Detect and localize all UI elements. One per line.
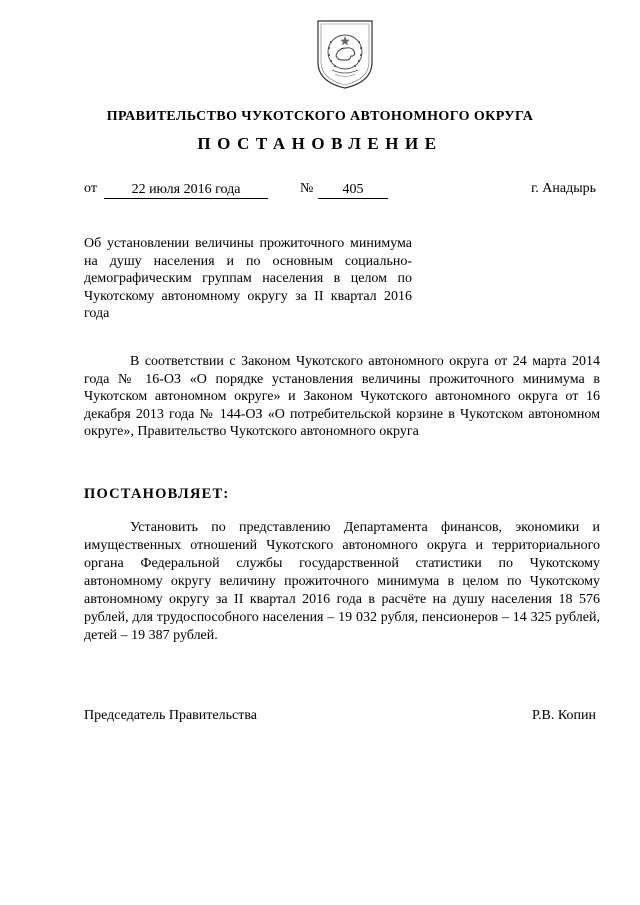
document-number: 405 bbox=[318, 181, 388, 199]
city: г. Анадырь bbox=[531, 181, 596, 196]
coat-of-arms-icon bbox=[314, 18, 376, 90]
preamble-paragraph: В соответствии с Законом Чукотского автономного округа от 24 марта 2014 года № 16-ОЗ «О порядке установления величины прожиточного минимума в Чукотском автономном округе» и Законом Чукотского автономного округа от 16 декабря 2013 года № 144-ОЗ «О потребительской корзине в Чукотском автономном округе», Правительство Чукотского автономного округа bbox=[84, 354, 600, 439]
document-date: 22 июля 2016 года bbox=[104, 181, 268, 199]
document-type: ПОСТАНОВЛЕНИЕ bbox=[197, 134, 443, 153]
signatory-position: Председатель Правительства bbox=[84, 708, 257, 723]
date-label: от bbox=[84, 181, 97, 196]
number-label: № bbox=[300, 181, 314, 196]
signatory-name: Р.В. Копин bbox=[532, 708, 596, 723]
document-subject: Об установлении величины прожиточного минимума на душу населения и по основным социально-демографическим группам населения в целом по Чукотскому автономному округу за II квартал 2016 года bbox=[84, 236, 412, 321]
government-title: ПРАВИТЕЛЬСТВО ЧУКОТСКОГО АВТОНОМНОГО ОКРУГА bbox=[106, 109, 534, 124]
resolves-heading: ПОСТАНОВЛЯЕТ: bbox=[84, 486, 230, 502]
resolution-paragraph: Установить по представлению Департамента финансов, экономики и имущественных отношений Чукотского автономного округа и территориального органа Федеральной службы государственной статистики по Чукотскому автономному округу величину прожиточного минимума в целом по Чукотскому автономному округу за II квартал 2016 года в расчёте на душу населения 18 576 рублей, для трудоспособного населения – 19 032 рубля, пенсионеров – 14 325 рублей, детей – 19 387 рублей. bbox=[84, 520, 600, 643]
